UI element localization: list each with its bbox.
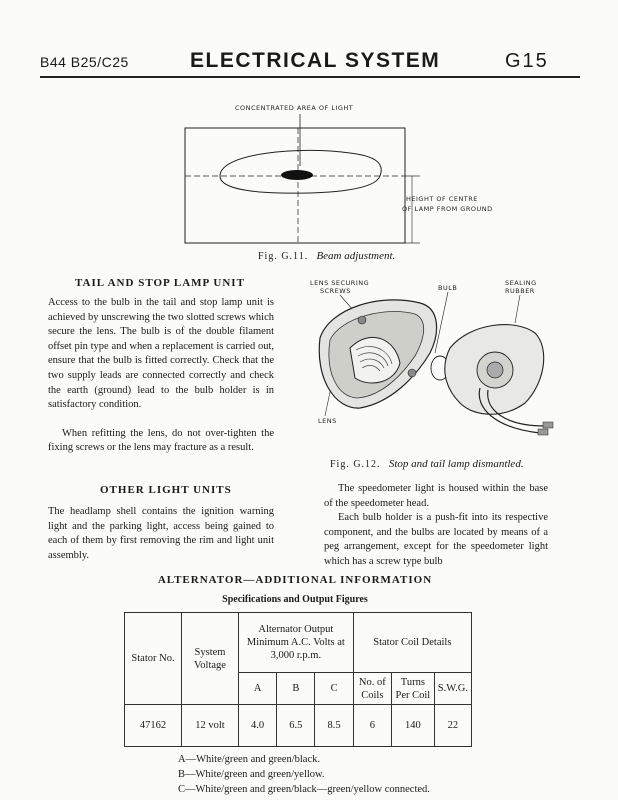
lamp-label-bulb: BULB — [438, 284, 458, 292]
lamp-label-screws-1: LENS SECURING — [310, 279, 370, 287]
legend-a: A—White/green and green/black. — [178, 754, 320, 765]
header-c: C — [315, 673, 353, 705]
header-swg: S.W.G. — [434, 673, 471, 705]
header-no-of-coils: No. of Coils — [353, 673, 391, 705]
lamp-label-rubber-1: SEALING — [505, 279, 537, 287]
tail-lamp-illustration — [300, 278, 560, 453]
cell-coils: 6 — [353, 705, 391, 747]
diagram-label-concentrated: CONCENTRATED AREA OF LIGHT — [235, 104, 354, 112]
lamp-label-rubber-2: RUBBER — [505, 287, 535, 295]
cell-stator: 47162 — [125, 705, 182, 747]
speedometer-text — [324, 482, 548, 570]
header-stator-coil: Stator Coil Details — [353, 613, 471, 673]
fig12-number: Fig. G.12. — [330, 459, 381, 470]
header-system-voltage: System Voltage — [182, 613, 239, 705]
other-lights-heading: OTHER LIGHT UNITS — [100, 484, 232, 496]
page-number: G15 — [505, 50, 549, 72]
beam-adjustment-diagram — [180, 98, 510, 268]
lamp-label-lens: LENS — [318, 417, 337, 425]
header-b: B — [277, 673, 315, 705]
cell-c: 8.5 — [315, 705, 353, 747]
speedometer-para-2: Each bulb holder is a push-fit into its respective component, and the bulbs are located by means of a peg arrangement, except for the speedometer light which has a screw type bulb — [324, 512, 548, 567]
header-turns-per-coil: Turns Per Coil — [392, 673, 435, 705]
lamp-label-screws-2: SCREWS — [320, 287, 351, 295]
tail-lamp-para-1: Access to the bulb in the tail and stop lamp unit is achieved by unscrewing the two slotted screws which secure the lens. The bulb is of the double filament offset pin type and when a replacement is carried out, ensure that the bulb is fitted correctly. Check that the two supply leads are connected correctly and check the earth (ground) lead to the bulb holder is in satisfactory condition. — [48, 297, 274, 411]
cell-turns: 140 — [392, 705, 435, 747]
fig11-number: Fig. G.11. — [258, 251, 309, 262]
fig12-caption — [330, 458, 524, 470]
diagram-label-height-2: OF LAMP FROM GROUND — [402, 205, 493, 213]
header-rule — [40, 76, 580, 78]
alternator-legend — [178, 752, 430, 797]
alternator-spec-table — [124, 612, 472, 747]
header-a: A — [239, 673, 277, 705]
tail-lamp-heading: TAIL AND STOP LAMP UNIT — [75, 277, 245, 289]
table-row — [125, 705, 472, 747]
legend-b: B—White/green and green/yellow. — [178, 769, 325, 780]
tail-lamp-text — [48, 296, 274, 456]
cell-a: 4.0 — [239, 705, 277, 747]
fig12-text: Stop and tail lamp dismantled. — [388, 458, 524, 470]
other-lights-para-1: The headlamp shell contains the ignition warning light and the parking light, access being gained to each of them by first removing the rim and light unit assembly. — [48, 506, 274, 561]
fig11-text: Beam adjustment. — [316, 250, 396, 262]
cell-swg: 22 — [434, 705, 471, 747]
other-lights-text — [48, 505, 274, 563]
header-stator-no: Stator No. — [125, 613, 182, 705]
page-title: ELECTRICAL SYSTEM — [190, 49, 441, 72]
cell-voltage: 12 volt — [182, 705, 239, 747]
cell-b: 6.5 — [277, 705, 315, 747]
header-model: B44 B25/C25 — [40, 54, 129, 70]
diagram-label-height-1: HEIGHT OF CENTRE — [406, 195, 478, 203]
header-alternator-output: Alternator Output Minimum A.C. Volts at 3,000 r.p.m. — [239, 613, 354, 673]
alternator-heading: ALTERNATOR—ADDITIONAL INFORMATION — [157, 574, 433, 586]
tail-lamp-para-2: When refitting the lens, do not over-tighten the fixing screws or the lens may fracture as a result. — [48, 427, 274, 454]
speedometer-para-1: The speedometer light is housed within the base of the speedometer head. — [324, 483, 548, 509]
alternator-subheading: Specifications and Output Figures — [222, 594, 368, 605]
fig11-caption — [258, 250, 395, 262]
legend-c: C—White/green and green/black—green/yellow connected. — [178, 784, 430, 795]
